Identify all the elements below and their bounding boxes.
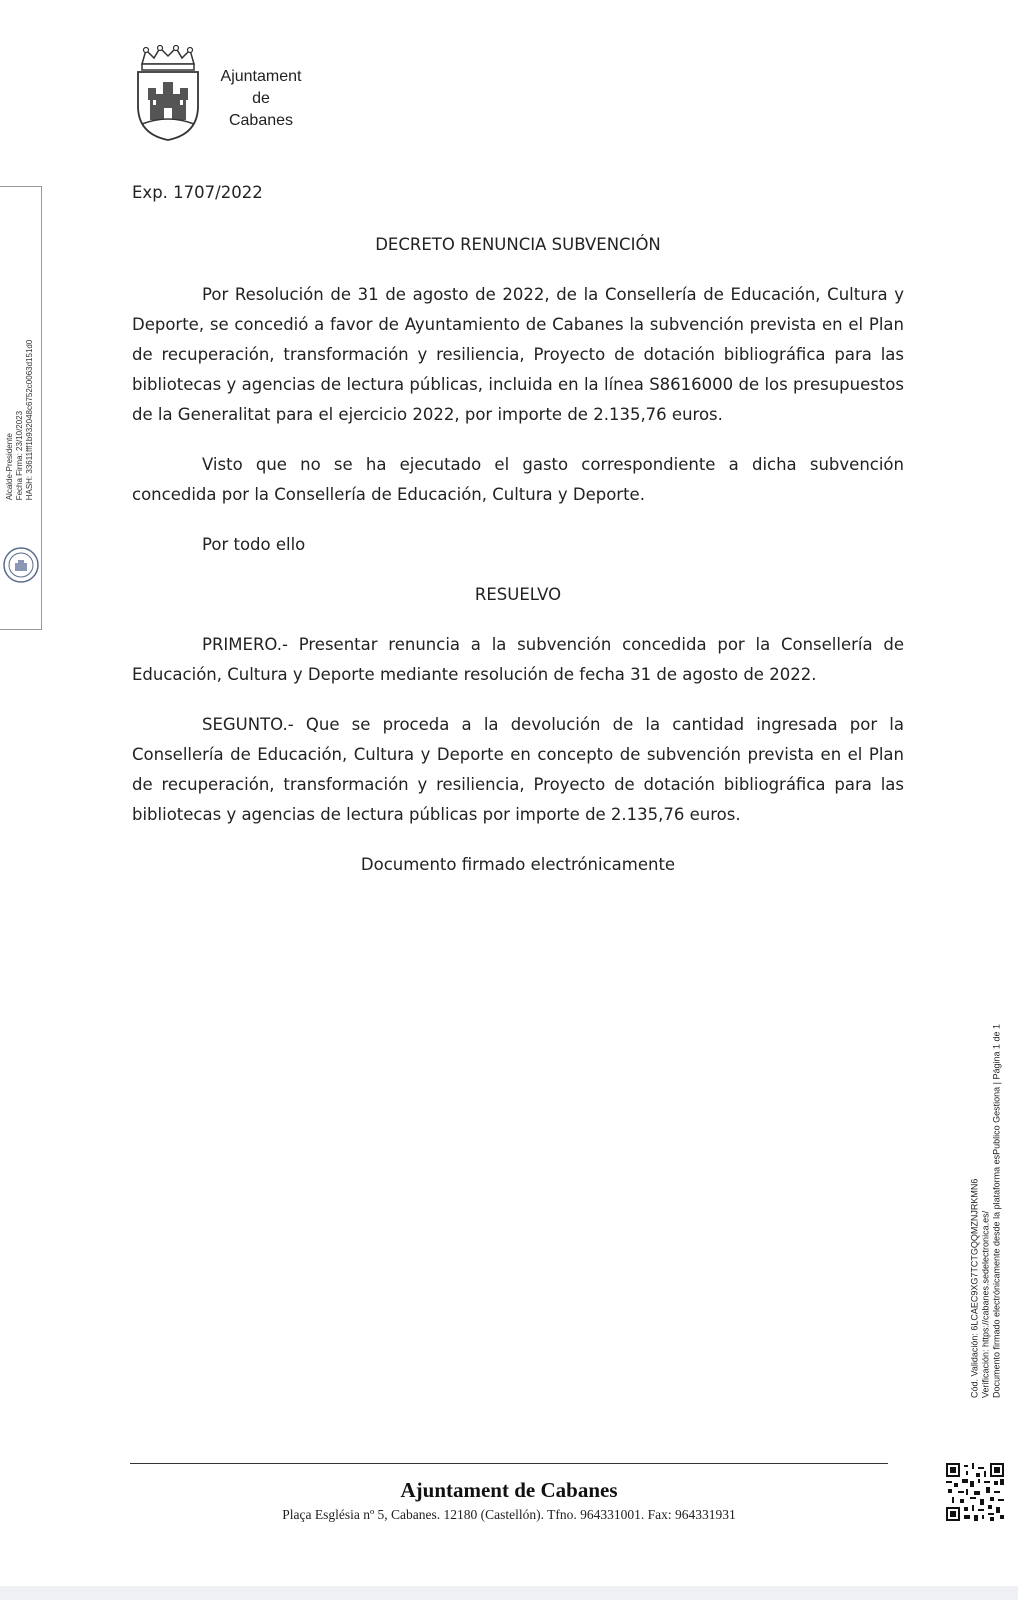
coat-of-arms-icon [136, 44, 200, 142]
document-title: DECRETO RENUNCIA SUBVENCIÓN [375, 235, 661, 254]
validation-code: Cód. Validación: 6LCAEC9XG7TCTGQQMZNJRKMN6 [969, 1178, 980, 1399]
footer-divider [130, 1463, 888, 1464]
paragraph: Visto que no se ha ejecutado el gasto correspondiente a dicha subvención concedida por la Consellería de Educación, Cultura y Deporte. [132, 455, 904, 504]
viewer-bottom-bar [0, 1586, 1018, 1600]
signature-note: Documento firmado electrónicamente [360, 855, 676, 874]
signature-hash: HASH: 33611fff1b932048c6752c0063d151d0 [25, 339, 34, 501]
footer-address: Plaça Església nº 5, Cabanes. 12180 (Castellón). Tfno. 964331001. Fax: 964331931 [282, 1507, 736, 1522]
paragraph: Por todo ello [202, 535, 306, 554]
verification-url: Verificación: https://cabanes.sedelectronica.es/ [980, 1210, 991, 1399]
signer-role: Alcalde-Presidente [5, 433, 14, 501]
platform-note: Documento firmado electrónicamente desde la plataforma esPublico Gestiona | Página 1 de 1 [991, 1023, 1002, 1399]
signature-date: Fecha Firma: 23/10/2023 [15, 410, 24, 501]
document-body [132, 178, 904, 900]
resolution-item: SEGUNTO.- Que se proceda a la devolución de la cantidad ingresada por la Consellería de Educación, Cultura y Deporte en concepto de subvención prevista en el Plan de recuperación, transformación y resiliencia, Proyecto de dotación bibliográfica para las bibliotecas y agencias de lectura públicas por importe de 2.135,76 euros. [132, 715, 904, 824]
footer-org-name: Ajuntament de Cabanes [400, 1478, 618, 1502]
org-name-line: Ajuntament [220, 68, 302, 85]
validation-info [958, 966, 1014, 1456]
org-name-line: de [252, 90, 270, 107]
letterhead [136, 44, 316, 144]
resolution-item: PRIMERO.- Presentar renuncia a la subvención concedida por la Consellería de Educación, Cultura y Deporte mediante resolución de fecha 31 de agosto de 2022. [132, 635, 904, 684]
official-seal-icon [2, 546, 40, 584]
signature-info [0, 320, 40, 520]
section-heading: RESUELVO [474, 585, 562, 604]
qr-code-icon [946, 1463, 1004, 1521]
file-number: Exp. 1707/2022 [132, 183, 263, 202]
org-name [202, 66, 320, 132]
org-name-line: Cabanes [228, 112, 294, 129]
paragraph: Por Resolución de 31 de agosto de 2022, de la Consellería de Educación, Cultura y Deporte, se concedió a favor de Ayuntamiento de Cabanes la subvención prevista en el Plan de recuperación, transformación y resiliencia, Proyecto de dotación bibliográfica para las bibliotecas y agencias de lectura públicas, incluida en la línea S8616000 de los presupuestos de la Generalitat para el ejercicio 2022, por importe de 2.135,76 euros. [132, 285, 904, 424]
